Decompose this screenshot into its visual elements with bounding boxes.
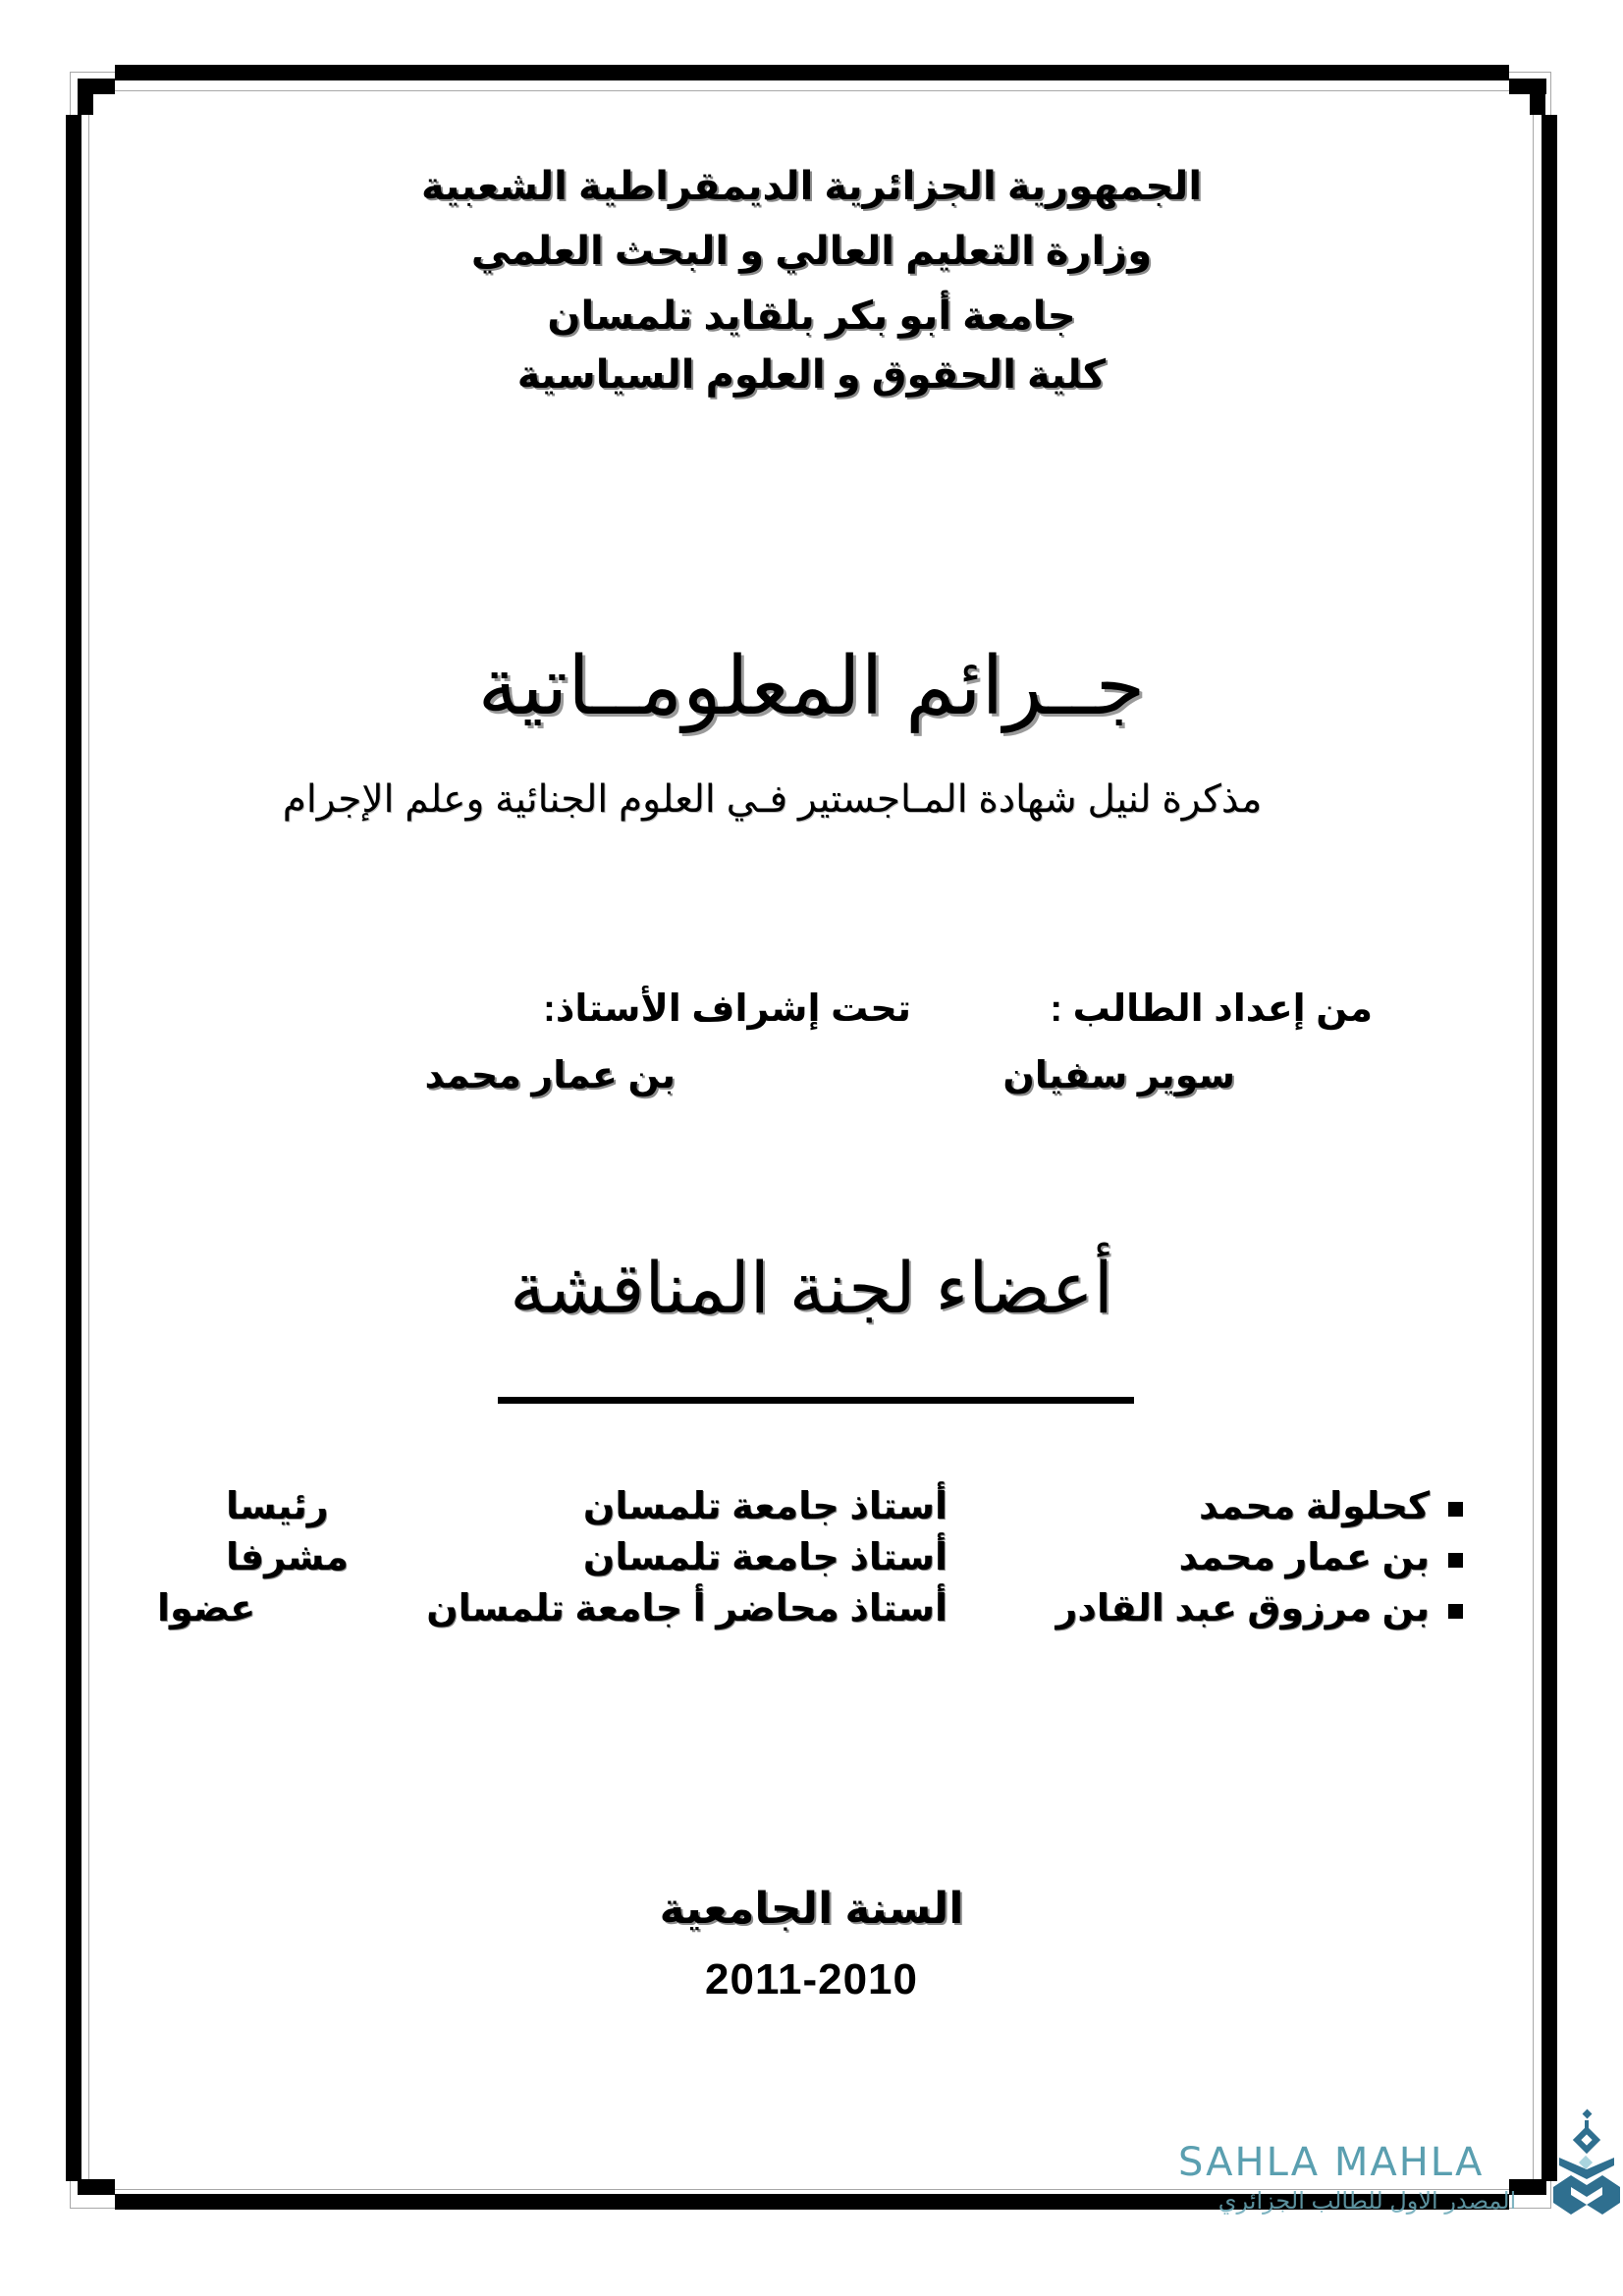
member-title: أستاذ جامعة تلمسان [582,1486,947,1527]
academic-year-value: 2011-2010 [705,1955,918,2003]
committee-title: أعضاء لجنة المناقشة [510,1250,1113,1328]
member-name: بن مرزوق عبد القادر [1055,1588,1430,1629]
header-faculty: كلية الحقوق و العلوم السياسية [516,353,1107,397]
watermark-tagline: المصدر الاول للطالب الجزائري [1217,2188,1517,2215]
thesis-title: جــرائم المعلومــاتية [477,642,1146,731]
frame-inner-rule [88,90,1534,2190]
member-name: كحلولة محمد [1198,1486,1430,1527]
thesis-subtitle: مذكرة لنيل شهادة المـاجستير فـي العلوم الجنائية وعلم الإجرام [282,778,1263,821]
square-bullet-icon [1448,1553,1463,1568]
supervisor-name: بن عمار محمد [424,1055,676,1096]
committee-member [147,1533,1502,1582]
frame-right-bar [1542,115,1557,2181]
header-university: جامعة أبو بكر بلقايد تلمسان [547,294,1076,338]
calligraphy-logo-icon [1551,2110,1622,2218]
member-role: مشرفا [226,1537,349,1578]
header-ministry: وزارة التعليم العالي و البحث العلمي [470,230,1153,273]
watermark-brand: SAHLA MAHLA [1178,2140,1485,2185]
student-name: سوير سفيان [1002,1055,1235,1096]
square-bullet-icon [1448,1604,1463,1619]
frame-left-bar [66,115,81,2181]
header-republic: الجمهورية الجزائرية الديمقراطية الشعبية [420,165,1203,208]
committee-title-underline [498,1397,1134,1404]
academic-year-label: السنة الجامعية [659,1885,964,1933]
member-title: أستاذ محاضر أ جامعة تلمسان [426,1588,947,1629]
member-title: أستاذ جامعة تلمسان [582,1537,947,1578]
member-role: رئيسا [226,1486,329,1527]
frame-corner-bl [78,2181,93,2195]
frame-top-bar [115,65,1509,80]
committee-member [147,1482,1502,1531]
member-role: عضوا [157,1588,256,1629]
member-name: بن عمار محمد [1178,1537,1430,1578]
student-label: من إعداد الطالب : [1050,988,1373,1030]
supervisor-label: تحت إشراف الأستاذ: [543,988,911,1030]
frame-corner-tl [78,79,93,115]
committee-member [147,1584,1502,1633]
square-bullet-icon [1448,1502,1463,1517]
frame-corner-tr [1530,79,1545,115]
